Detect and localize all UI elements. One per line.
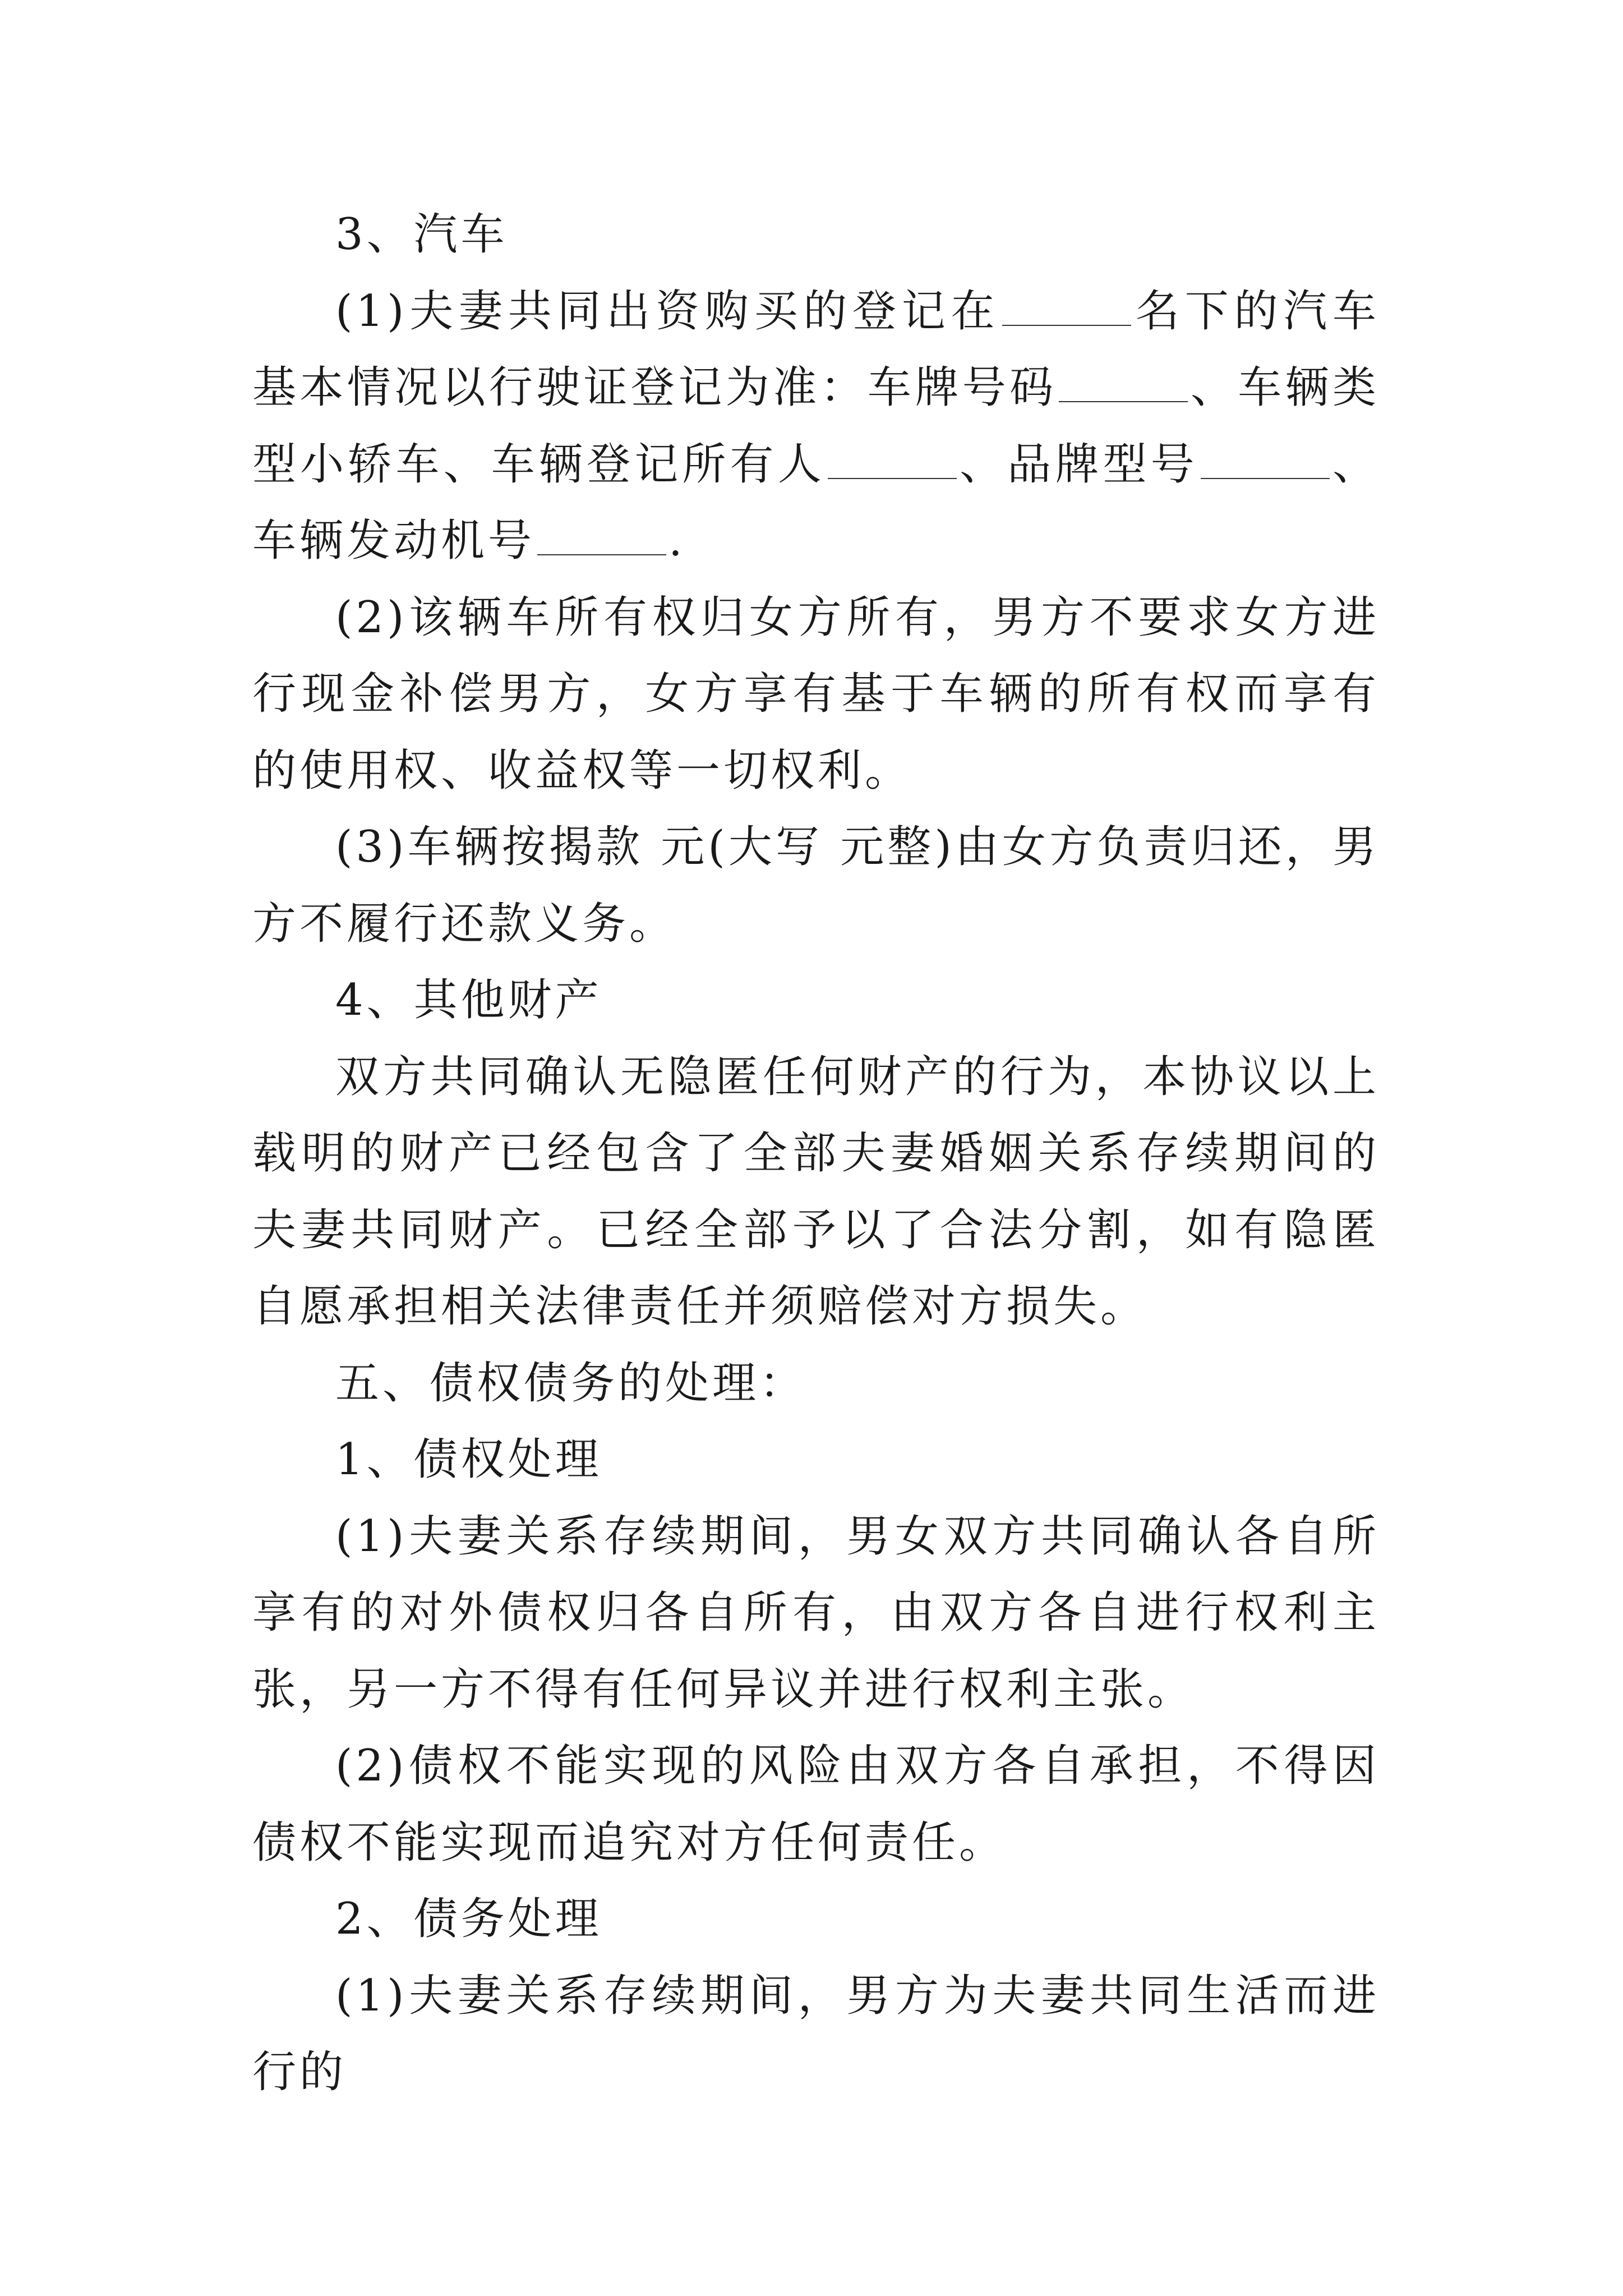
fill-in-blank-engine-number[interactable] [537,515,666,555]
fill-in-blank-brand-model[interactable] [1201,438,1330,478]
text-segment: 名下的汽车基本情况以行驶证登记为准：车牌号码 [252,286,1380,413]
paragraph-other-property: 双方共同确认无隐匿任何财产的行为，本协议以上载明的财产已经包含了全部夫妻婚姻关系存续期间的夫妻共同财产。已经全部予以了合法分割，如有隐匿自愿承担相关法律责任并须赔偿对方损失。 [252,1051,1380,1332]
paragraph-debt-1: (1)夫妻关系存续期间，男方为夫妻共同生活而进行的 [252,1970,1380,2097]
section-heading-car: 3、汽车 [335,209,508,260]
text-segment: 、车辆类型小轿车、车辆登记所有人 [252,362,1380,490]
section-heading-debt-handling: 2、债务处理 [335,1894,602,1944]
document-body [252,196,1380,2111]
fill-in-blank-owner-name[interactable] [1002,285,1131,325]
paragraph-car-registration [252,273,1380,579]
fill-in-blank-registered-owner[interactable] [828,438,957,478]
section-heading-other-property: 4、其他财产 [335,975,602,1025]
fill-in-blank-plate-number[interactable] [1059,362,1188,402]
text-segment: . [668,516,686,566]
paragraph-car-ownership: (2)该辆车所有权归女方所有，男方不要求女方进行现金补偿男方，女方享有基于车辆的所有权而享有的使用权、收益权等一切权利。 [252,592,1380,796]
text-segment: 、品牌型号 [958,439,1198,490]
section-heading-debts: 五、债权债务的处理： [335,1358,807,1409]
text-segment: (1)夫妻共同出资购买的登记在 [335,286,1000,337]
section-heading-claims: 1、债权处理 [335,1434,602,1485]
text-segment: 、车辆发动机号 [252,439,1380,566]
paragraph-claims-2: (2)债权不能实现的风险由双方各自承担，不得因债权不能实现而追究对方任何责任。 [252,1741,1380,1868]
paragraph-car-loan: (3)车辆按揭款 元(大写 元整)由女方负责归还，男方不履行还款义务。 [252,822,1380,949]
paragraph-claims-1: (1)夫妻关系存续期间，男女双方共同确认各自所享有的对外债权归各自所有，由双方各自进行权利主张，另一方不得有任何异议并进行权利主张。 [252,1511,1380,1715]
